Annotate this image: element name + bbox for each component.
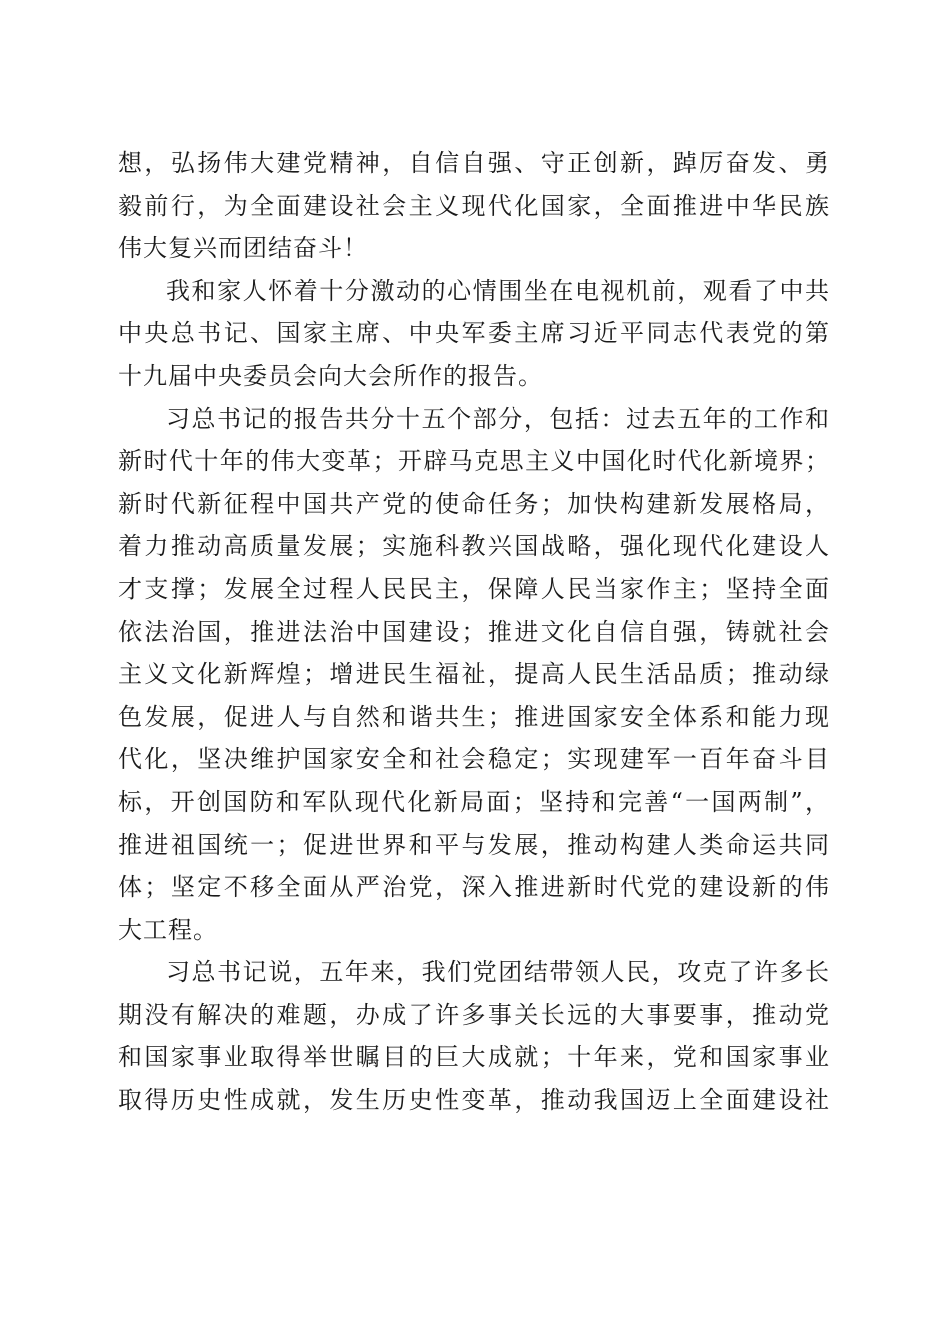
text-line: 体；坚定不移全面从严治党，深入推进新时代党的建设新的伟 — [118, 873, 830, 902]
text-line: 十九届中央委员会向大会所作的报告。 — [118, 361, 543, 390]
paragraph-4 — [118, 951, 830, 1121]
text-line: 想，弘扬伟大建党精神，自信自强、守正创新，踔厉奋发、勇 — [118, 149, 830, 177]
text-line: 习总书记说，五年来，我们党团结带领人民，攻克了许多长 — [166, 958, 830, 987]
text-line: 代化，坚决维护国家安全和社会稳定；实现建军一百年奋斗目 — [118, 745, 830, 774]
text-line: 我和家人怀着十分激动的心情围坐在电视机前，观看了中共 — [166, 276, 830, 305]
paragraph-1 — [118, 142, 830, 270]
text-line: 取得历史性成就，发生历史性变革，推动我国迈上全面建设社 — [118, 1086, 830, 1115]
text-line: 毅前行，为全面建设社会主义现代化国家，全面推进中华民族 — [118, 191, 830, 220]
text-line: 大工程。 — [118, 915, 218, 944]
paragraph-3 — [118, 398, 830, 952]
text-line: 主义文化新辉煌；增进民生福祉，提高人民生活品质；推动绿 — [118, 660, 830, 689]
text-line: 依法治国，推进法治中国建设；推进文化自信自强，铸就社会 — [118, 617, 830, 646]
text-line: 色发展，促进人与自然和谐共生；推进国家安全体系和能力现 — [118, 702, 830, 731]
text-line: 推进祖国统一；促进世界和平与发展，推动构建人类命运共同 — [118, 830, 830, 859]
text-line: 着力推动高质量发展；实施科教兴国战略，强化现代化建设人 — [118, 532, 830, 561]
text-line: 新时代新征程中国共产党的使命任务；加快构建新发展格局， — [118, 489, 830, 518]
text-line: 和国家事业取得举世瞩目的巨大成就；十年来，党和国家事业 — [118, 1043, 830, 1072]
text-line: 新时代十年的伟大变革；开辟马克思主义中国化时代化新境界； — [118, 447, 830, 476]
text-line: 标，开创国防和军队现代化新局面；坚持和完善“一国两制”， — [118, 787, 830, 816]
text-line: 才支撑；发展全过程人民民主，保障人民当家作主；坚持全面 — [118, 574, 830, 603]
text-line: 习总书记的报告共分十五个部分，包括：过去五年的工作和 — [166, 404, 830, 433]
paragraph-2 — [118, 270, 830, 398]
document-body — [118, 142, 830, 1122]
text-line: 伟大复兴而团结奋斗！ — [118, 234, 368, 263]
text-line: 中央总书记、国家主席、中央军委主席习近平同志代表党的第 — [118, 319, 830, 348]
text-line: 期没有解决的难题，办成了许多事关长远的大事要事，推动党 — [118, 1000, 830, 1029]
